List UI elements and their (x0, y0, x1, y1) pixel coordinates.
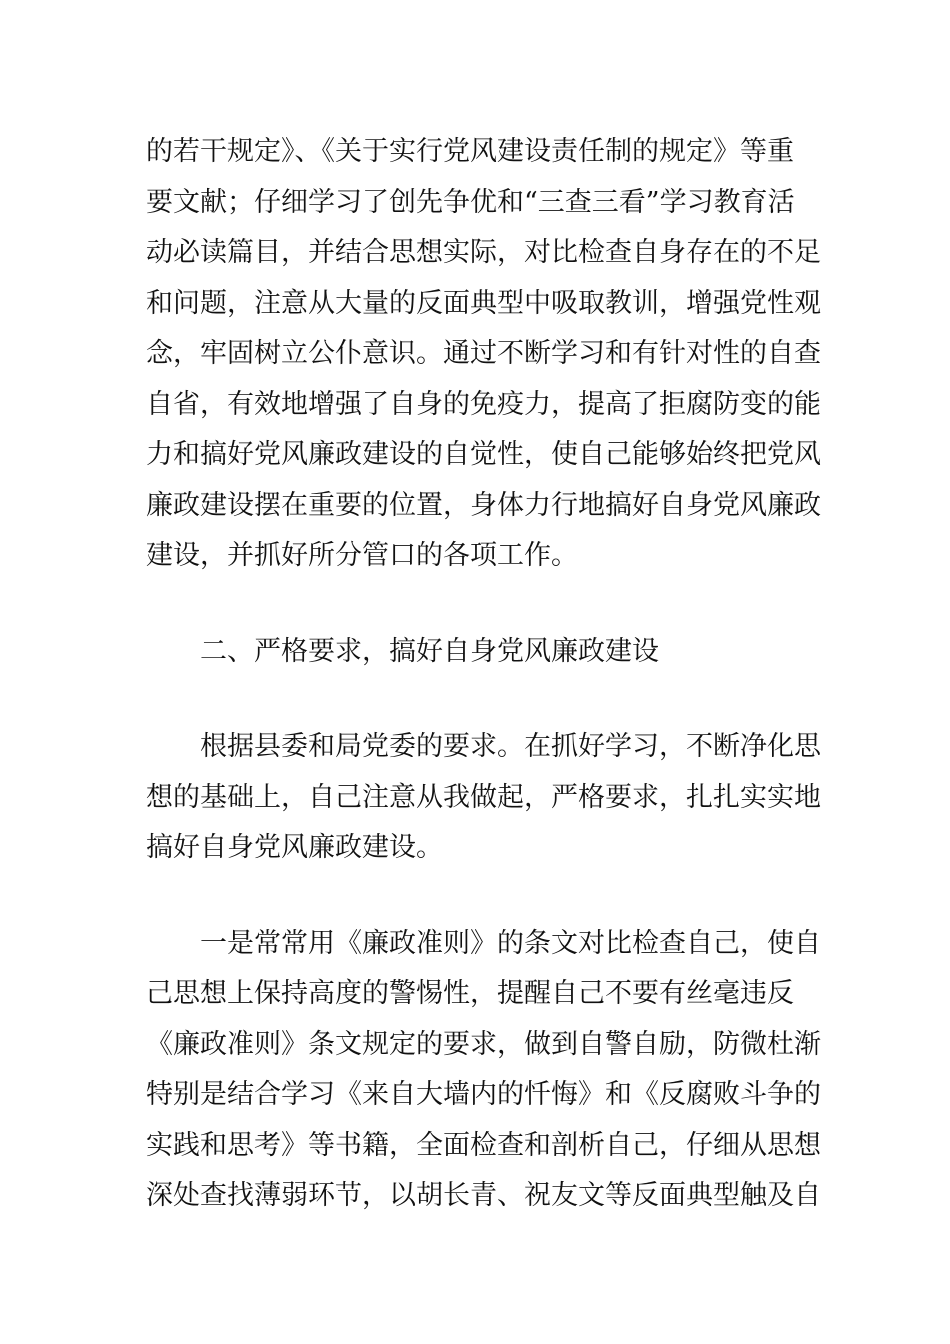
paragraph-p1 (146, 127, 821, 582)
paragraph-p2 (146, 722, 821, 874)
text-line: 深处查找薄弱环节，以胡长青、祝友文等反面典型触及自 (146, 1180, 821, 1211)
text-line: 一是常常用《廉政准则》的条文对比检查自己，使自 (200, 927, 821, 959)
text-line: 己思想上保持高度的警惕性，提醒自己不要有丝毫违反 (146, 978, 794, 1009)
paragraph-gap (146, 677, 806, 722)
text-line: 和问题，注意从大量的反面典型中吸取教训，增强党性观 (146, 287, 821, 319)
text-line: 特别是结合学习《来自大墙内的忏悔》和《反腐败斗争的 (146, 1079, 821, 1110)
paragraph-gap (146, 582, 806, 627)
paragraph-p3 (146, 919, 821, 1222)
text-line: 要文献；仔细学习了创先争优和“三查三看”学习教育活 (146, 186, 795, 218)
document-page (146, 127, 821, 1222)
text-line: 根据县委和局党委的要求。在抓好学习，不断净化思 (200, 731, 821, 762)
text-line: 力和搞好党风廉政建设的自觉性，使自己能够始终把党风 (146, 439, 821, 470)
text-line: 动必读篇目，并结合思想实际，对比检查自身存在的不足 (146, 237, 821, 268)
text-line: 搞好自身党风廉政建设。 (146, 832, 443, 863)
paragraph-gap (146, 874, 806, 919)
text-line: 《廉政准则》条文规定的要求，做到自警自励，防微杜渐 (146, 1028, 821, 1060)
text-line: 想的基础上，自己注意从我做起，严格要求，扎扎实实地 (146, 781, 821, 813)
text-line: 建设，并抓好所分管口的各项工作。 (146, 540, 578, 571)
heading-line: 二、严格要求，搞好自身党风廉政建设 (200, 635, 659, 667)
text-line: 的若干规定》、《关于实行党风建设责任制的规定》等重 (146, 136, 794, 167)
section-heading (146, 627, 806, 678)
text-line: 实践和思考》等书籍，全面检查和剖析自己，仔细从思想 (146, 1129, 821, 1161)
text-line: 廉政建设摆在重要的位置，身体力行地搞好自身党风廉政 (146, 489, 821, 521)
text-line: 念，牢固树立公仆意识。通过不断学习和有针对性的自查 (146, 338, 821, 369)
text-line: 自省，有效地增强了自身的免疫力，提高了拒腐防变的能 (146, 388, 821, 420)
